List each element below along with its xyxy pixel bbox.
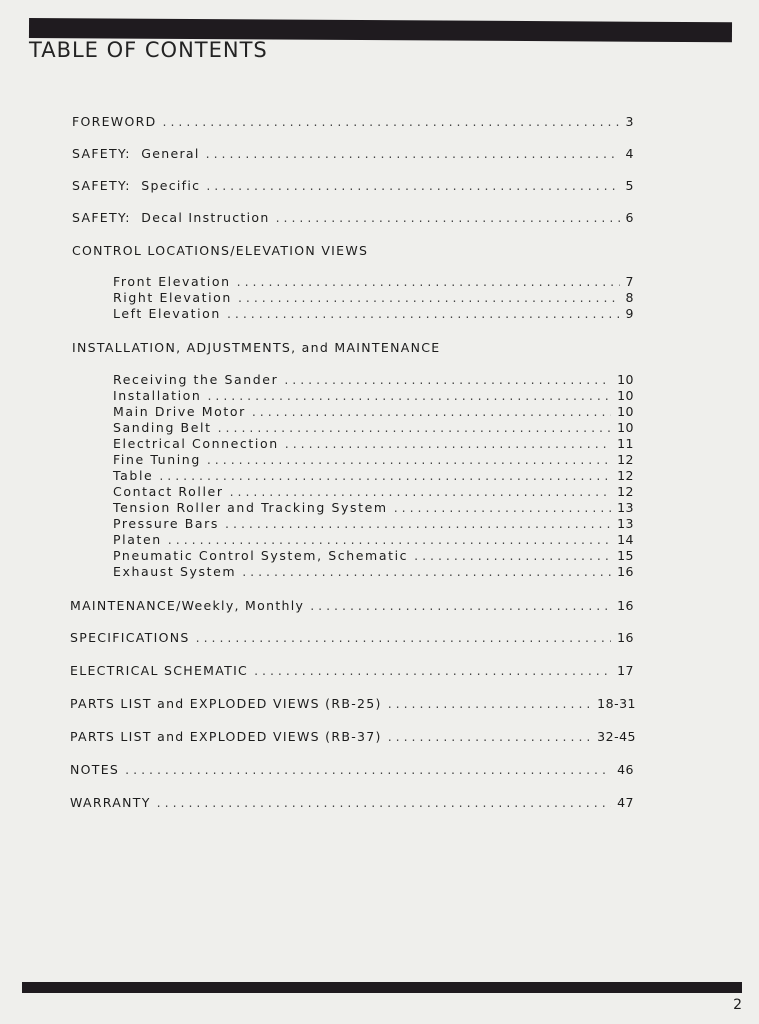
toc-entry-label: Receiving the Sander — [113, 372, 279, 387]
toc-entry-label: Tension Roller and Tracking System — [113, 500, 388, 515]
toc-entry-safety-decal[interactable] — [72, 210, 634, 225]
toc-entry-label: Contact Roller — [113, 484, 224, 499]
toc-entry-page: 13 — [617, 516, 634, 531]
toc-entry-label: Electrical Connection — [113, 436, 279, 451]
toc-entry-maintenance[interactable] — [70, 598, 634, 613]
toc-entry-notes[interactable] — [70, 762, 634, 777]
toc-entry-label: Sanding Belt — [113, 420, 212, 435]
toc-entry-page: 16 — [617, 598, 634, 613]
toc-entry-page: 14 — [617, 532, 634, 547]
toc-entry-page: 10 — [617, 404, 634, 419]
dot-leader — [230, 484, 612, 499]
toc-entry-label: Left Elevation — [113, 306, 221, 321]
toc-entry-parts-rb25[interactable] — [70, 696, 636, 711]
toc-entry-label: Platen — [113, 532, 162, 547]
dot-leader — [238, 290, 620, 305]
toc-entry-page: 6 — [625, 210, 634, 225]
toc-entry-label: PARTS LIST and EXPLODED VIEWS (RB-25) — [70, 696, 382, 711]
toc-entry-warranty[interactable] — [70, 795, 634, 810]
toc-entry-electrical-schematic[interactable] — [70, 663, 634, 678]
toc-subentry[interactable] — [113, 436, 634, 451]
toc-subentry[interactable] — [113, 404, 634, 419]
toc-entry-label: Table — [113, 468, 154, 483]
toc-subentry[interactable] — [113, 372, 634, 387]
toc-entry-page: 10 — [617, 372, 634, 387]
toc-subentry[interactable] — [113, 468, 634, 483]
dot-leader — [414, 548, 611, 563]
dot-leader — [254, 663, 611, 678]
toc-entry-page: 3 — [625, 114, 634, 129]
toc-entry-label: Pneumatic Control System, Schematic — [113, 548, 409, 563]
toc-entry-page: 12 — [617, 452, 634, 467]
toc-entry-label: MAINTENANCE/Weekly, Monthly — [70, 598, 305, 613]
page-title: TABLE OF CONTENTS — [29, 38, 268, 62]
toc-entry-parts-rb37[interactable] — [70, 729, 636, 744]
dot-leader — [276, 210, 620, 225]
toc-entry-page: 32-45 — [597, 729, 636, 744]
dot-leader — [163, 114, 620, 129]
toc-entry-label: SPECIFICATIONS — [70, 630, 190, 645]
dot-leader — [388, 729, 591, 744]
toc-entry-label: Installation — [113, 388, 202, 403]
dot-leader — [196, 630, 611, 645]
toc-entry-page: 4 — [625, 146, 634, 161]
toc-subentry[interactable] — [113, 484, 634, 499]
dot-leader — [207, 388, 611, 403]
dot-leader — [285, 436, 611, 451]
toc-heading-control-locations[interactable]: CONTROL LOCATIONS/ELEVATION VIEWS — [72, 243, 369, 258]
toc-entry-page: 18-31 — [597, 696, 636, 711]
toc-entry-page: 10 — [617, 420, 634, 435]
dot-leader — [310, 598, 611, 613]
toc-entry-label: Main Drive Motor — [113, 404, 246, 419]
toc-entry-page: 7 — [625, 274, 634, 289]
toc-entry-label: Pressure Bars — [113, 516, 220, 531]
toc-entry-page: 16 — [617, 630, 634, 645]
toc-subentry[interactable] — [113, 516, 634, 531]
dot-leader — [159, 468, 611, 483]
toc-entry-page: 15 — [617, 548, 634, 563]
toc-entry-page: 8 — [625, 290, 634, 305]
toc-entry-label: FOREWORD — [72, 114, 157, 129]
toc-entry-page: 47 — [617, 795, 634, 810]
bottom-rule — [22, 982, 742, 993]
dot-leader — [227, 306, 620, 321]
toc-subentry[interactable] — [113, 420, 634, 435]
toc-subentry[interactable] — [113, 274, 634, 289]
toc-entry-page: 9 — [625, 306, 634, 321]
toc-entry-label: ELECTRICAL SCHEMATIC — [70, 663, 249, 678]
toc-entry-page: 17 — [617, 663, 634, 678]
toc-entry-label: SAFETY: Specific — [72, 178, 201, 193]
dot-leader — [157, 795, 611, 810]
toc-entry-label: SAFETY: Decal Instruction — [72, 210, 270, 225]
toc-entry-label: Exhaust System — [113, 564, 237, 579]
toc-entry-label: Front Elevation — [113, 274, 231, 289]
dot-leader — [206, 146, 620, 161]
toc-subentry[interactable] — [113, 532, 634, 547]
toc-entry-page: 10 — [617, 388, 634, 403]
toc-entry-label: PARTS LIST and EXPLODED VIEWS (RB-37) — [70, 729, 382, 744]
dot-leader — [394, 500, 611, 515]
page-number: 2 — [733, 997, 742, 1013]
toc-entry-page: 16 — [617, 564, 634, 579]
toc-subentry[interactable] — [113, 500, 634, 515]
toc-subentry[interactable] — [113, 388, 634, 403]
toc-subentry[interactable] — [113, 564, 634, 579]
dot-leader — [252, 404, 611, 419]
toc-entry-foreword[interactable] — [72, 114, 634, 129]
toc-entry-label: Fine Tuning — [113, 452, 201, 467]
dot-leader — [242, 564, 611, 579]
toc-entry-page: 11 — [617, 436, 634, 451]
dot-leader — [388, 696, 591, 711]
toc-entry-label: NOTES — [70, 762, 120, 777]
toc-heading-installation[interactable]: INSTALLATION, ADJUSTMENTS, and MAINTENANCE — [72, 340, 441, 355]
dot-leader — [225, 516, 611, 531]
toc-entry-label: WARRANTY — [70, 795, 151, 810]
dot-leader — [125, 762, 611, 777]
toc-entry-page: 5 — [625, 178, 634, 193]
toc-entry-page: 46 — [617, 762, 634, 777]
toc-entry-safety-general[interactable] — [72, 146, 634, 161]
toc-entry-page: 13 — [617, 500, 634, 515]
dot-leader — [168, 532, 611, 547]
toc-entry-specifications[interactable] — [70, 630, 634, 645]
dot-leader — [237, 274, 620, 289]
toc-entry-page: 12 — [617, 484, 634, 499]
toc-entry-safety-specific[interactable] — [72, 178, 634, 193]
toc-subentry[interactable] — [113, 306, 634, 321]
toc-subentry[interactable] — [113, 290, 634, 305]
toc-subentry[interactable] — [113, 452, 634, 467]
toc-subentry[interactable] — [113, 548, 634, 563]
toc-entry-label: Right Elevation — [113, 290, 232, 305]
dot-leader — [284, 372, 611, 387]
toc-entry-label: SAFETY: General — [72, 146, 200, 161]
dot-leader — [206, 178, 619, 193]
dot-leader — [207, 452, 611, 467]
toc-entry-page: 12 — [617, 468, 634, 483]
dot-leader — [218, 420, 611, 435]
